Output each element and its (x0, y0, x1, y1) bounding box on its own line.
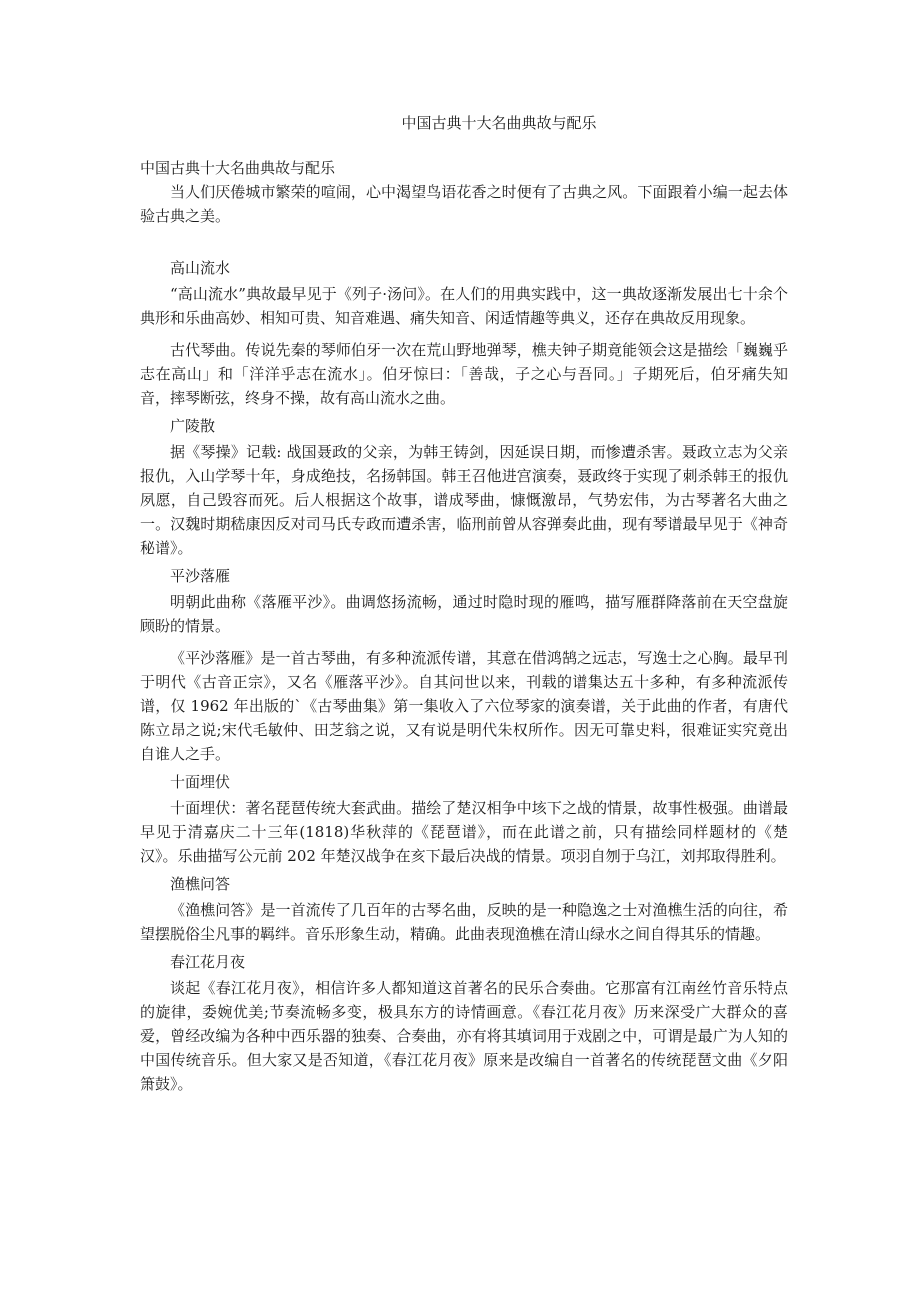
section-heading-yuqiaowenda: 渔樵问答 (170, 875, 231, 893)
document-subtitle: 中国古典十大名曲典故与配乐 (140, 159, 336, 177)
paragraph: 十面埋伏：著名琵琶传统大套武曲。描绘了楚汉相争中垓下之战的情景，故事性极强。曲谱最早见于清嘉庆二十三年(1818)华秋萍的《琵琶谱》，而在此谱之前，只有描绘同样题材的《楚汉》。乐曲描写公元前 202 年楚汉战争在亥下最后决战的情景。项羽自刎于乌江，刘邦取得胜利。 (140, 799, 788, 865)
blank-line (140, 228, 788, 252)
paragraph: 古代琴曲。传说先秦的琴师伯牙一次在荒山野地弹琴，樵夫钟子期竟能领会这是描绘「巍巍乎志在高山」和「洋洋乎志在流水」。伯牙惊曰：「善哉，子之心与吾同。」子期死后，伯牙痛失知音，摔琴断弦，终身不操，故有高山流水之曲。 (140, 341, 788, 407)
section-heading-chunjianghuayueye: 春江花月夜 (170, 953, 246, 971)
section-heading-pingshaluoyan: 平沙落雁 (170, 567, 231, 585)
document-page (140, 112, 788, 1096)
document-title: 中国古典十大名曲典故与配乐 (401, 114, 597, 132)
intro-paragraph: 当人们厌倦城市繁荣的喧闹，心中渴望鸟语花香之时便有了古典之风。下面跟着小编一起去体验古典之美。 (140, 183, 788, 225)
paragraph: 《平沙落雁》是一首古琴曲，有多种流派传谱，其意在借鸿鹄之远志，写逸士之心胸。最早刊于明代《古音正宗》，又名《雁落平沙》。自其问世以来，刊载的谱集达五十多种，有多种流派传谱，仅 1962 年出版的`《古琴曲集》第一集收入了六位琴家的演奏谱，关于此曲的作者，有唐代陈立昂之说;宋代毛敏仲、田芝翁之说，又有说是明代朱权所作。因无可靠史料，很难证实究竟出自谁人之手。 (140, 649, 788, 763)
paragraph: 谈起《春江花月夜》，相信许多人都知道这首著名的民乐合奏曲。它那富有江南丝竹音乐特点的旋律，委婉优美;节奏流畅多变，极具东方的诗情画意。《春江花月夜》历来深受广大群众的喜爱，曾经改编为各种中西乐器的独奏、合奏曲，亦有将其填词用于戏剧之中，可谓是最广为人知的中国传统音乐。但大家又是否知道，《春江花月夜》原来是改编自一首著名的传统琵琶文曲《夕阳箫鼓》。 (140, 979, 788, 1093)
paragraph: 《渔樵问答》是一首流传了几百年的古琴名曲，反映的是一种隐逸之士对渔樵生活的向往，希望摆脱俗尘凡事的羁绊。音乐形象生动，精确。此曲表现渔樵在清山绿水之间自得其乐的情趣。 (140, 901, 788, 943)
section-heading-gaoshanliushui: 高山流水 (170, 259, 231, 277)
section-heading-guanglingsan: 广陵散 (170, 417, 216, 435)
section-heading-shimianmaifu: 十面埋伏 (170, 773, 231, 791)
paragraph: 明朝此曲称《落雁平沙》。曲调悠扬流畅，通过时隐时现的雁鸣，描写雁群降落前在天空盘旋顾盼的情景。 (140, 593, 788, 635)
paragraph: “高山流水”典故最早见于《列子·汤问》。在人们的用典实践中，这一典故逐渐发展出七十余个典形和乐曲高妙、相知可贵、知音难遇、痛失知音、闲适情趣等典义，还存在典故反用现象。 (140, 285, 788, 327)
paragraph: 据《琴操》记载: 战国聂政的父亲，为韩王铸剑，因延误日期，而惨遭杀害。聂政立志为父亲报仇，入山学琴十年，身成绝技，名扬韩国。韩王召他进宫演奏，聂政终于实现了刺杀韩王的报仇夙愿，自己毁容而死。后人根据这个故事，谱成琴曲，慷慨激昂，气势宏伟，为古琴著名大曲之一。汉魏时期嵇康因反对司马氏专政而遭杀害，临刑前曾从容弹奏此曲，现有琴谱最早见于《神奇秘谱》。 (140, 443, 788, 557)
